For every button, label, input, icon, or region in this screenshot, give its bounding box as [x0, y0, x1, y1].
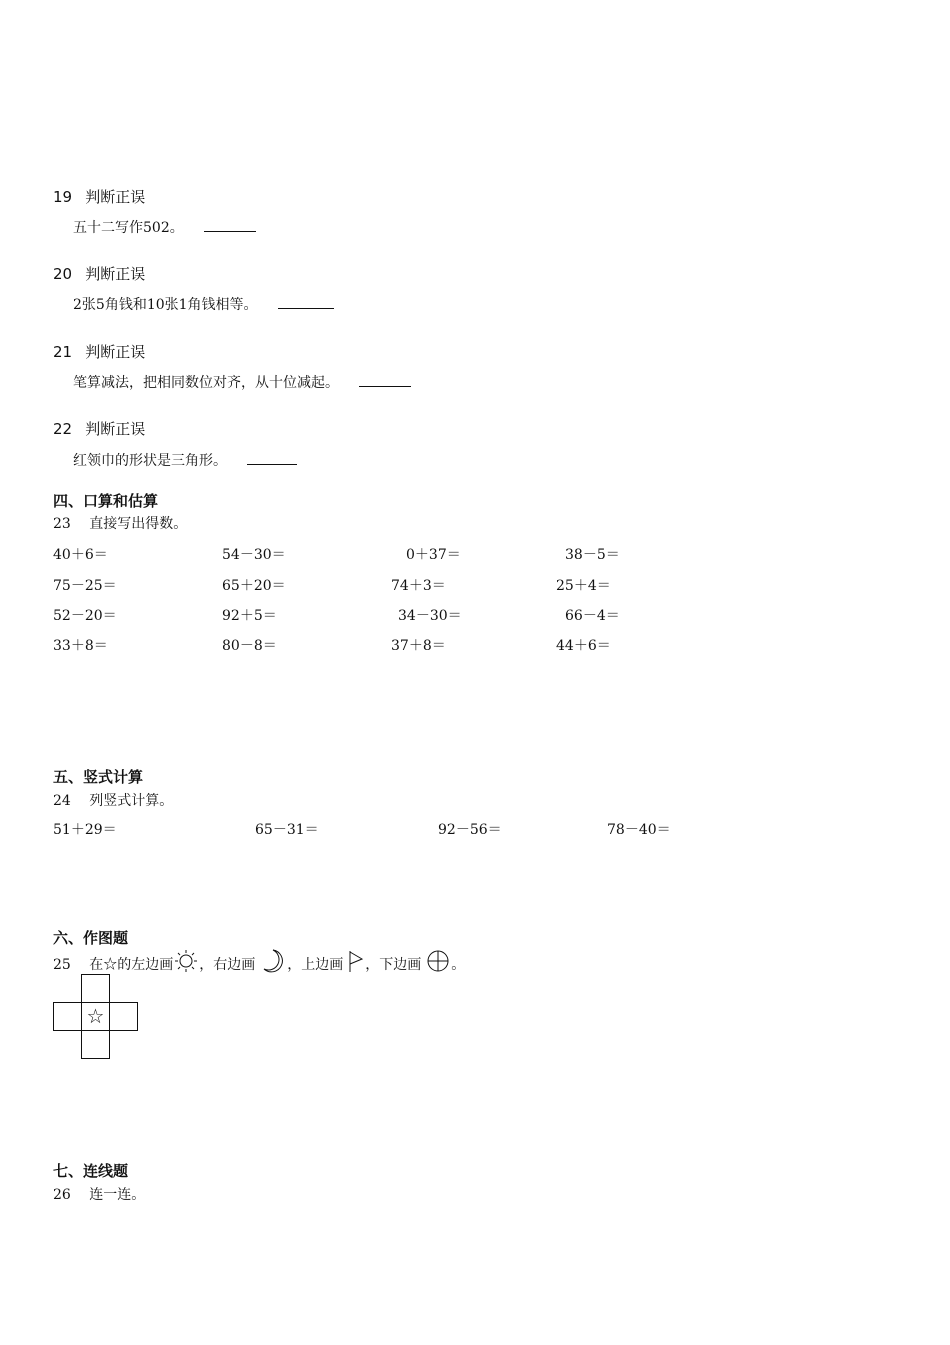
expr-r1c3: 0＋37＝: [406, 547, 461, 563]
statement-text: 笔算减法，把相同数位对齐，从十位减起。: [73, 375, 339, 391]
task-text-part2: ，右边画: [199, 957, 256, 973]
statement-21: [73, 370, 411, 392]
section-title-drawing: 六、作图题: [53, 929, 129, 947]
expr-r3c2: 92＋5＝: [222, 608, 277, 624]
grid-cell-center: [81, 1002, 110, 1031]
statement-22: [73, 448, 297, 470]
question-label: 判断正误: [85, 188, 146, 206]
question-number: 19: [53, 188, 73, 206]
question-number: 22: [53, 420, 73, 438]
task-text-part4: ，下边画: [365, 957, 422, 973]
question-label: 判断正误: [85, 265, 146, 283]
grid-cell-bottom[interactable]: [81, 1030, 110, 1059]
grid-cell-left[interactable]: [53, 1002, 82, 1031]
statement-text: 五十二写作502。: [73, 220, 184, 236]
statement-20: [73, 292, 334, 314]
flag-icon: [347, 949, 365, 981]
expr-r2c4: 25＋4＝: [556, 578, 611, 594]
question-number: 21: [53, 343, 73, 361]
section-title-mental-math: 四、口算和估算: [53, 492, 159, 510]
task-26: [53, 1184, 145, 1204]
expr-r4c2: 80－8＝: [222, 638, 277, 654]
task-25: [53, 948, 465, 982]
grid-cell-top[interactable]: [81, 974, 110, 1003]
question-22: [53, 418, 145, 439]
question-number: 20: [53, 265, 73, 283]
expr-r2c1: 75－25＝: [53, 578, 117, 594]
expr-r3c3: 34－30＝: [398, 608, 462, 624]
expr-r4c4: 44＋6＝: [556, 638, 611, 654]
expr-r2c2: 65＋20＝: [222, 578, 286, 594]
expr-r1c2: 54－30＝: [222, 547, 286, 563]
task-number: 23: [53, 516, 71, 532]
answer-blank[interactable]: [359, 370, 411, 387]
statement-text: 2张5角钱和10张1角钱相等。: [73, 297, 258, 313]
question-21: [53, 341, 145, 362]
statement-text: 红领巾的形状是三角形。: [73, 453, 227, 469]
circle-cross-icon: [425, 948, 451, 982]
question-20: [53, 263, 145, 284]
task-number: 25: [53, 957, 71, 973]
expr-r4c1: 33＋8＝: [53, 638, 108, 654]
question-19: [53, 186, 145, 207]
vexpr-4: 78－40＝: [607, 822, 671, 838]
answer-blank[interactable]: [247, 448, 297, 465]
expr-r2c3: 74＋3＝: [391, 578, 446, 594]
statement-19: [73, 215, 256, 237]
expr-r3c4: 66－4＝: [565, 608, 620, 624]
task-text: 连一连。: [89, 1187, 146, 1203]
vexpr-2: 65－31＝: [255, 822, 319, 838]
section-title-matching: 七、连线题: [53, 1162, 129, 1180]
moon-icon: [261, 948, 287, 982]
task-text-part3: ，上边画: [287, 957, 344, 973]
answer-blank[interactable]: [204, 215, 256, 232]
question-label: 判断正误: [85, 343, 146, 361]
task-text: 列竖式计算。: [89, 793, 174, 809]
task-number: 24: [53, 793, 71, 809]
expr-r1c1: 40＋6＝: [53, 547, 108, 563]
answer-blank[interactable]: [278, 292, 334, 309]
task-24: [53, 790, 173, 810]
sun-icon: [173, 949, 199, 981]
task-number: 26: [53, 1187, 71, 1203]
section-title-vertical-calc: 五、竖式计算: [53, 768, 144, 786]
vexpr-3: 92－56＝: [438, 822, 502, 838]
star-icon: ☆: [86, 1004, 105, 1028]
grid-cell-right[interactable]: [109, 1002, 138, 1031]
expr-r3c1: 52－20＝: [53, 608, 117, 624]
task-text-part1: 在☆的左边画: [89, 957, 174, 973]
question-label: 判断正误: [85, 420, 146, 438]
task-text-part5: 。: [451, 957, 466, 973]
expr-r1c4: 38－5＝: [565, 547, 620, 563]
vexpr-1: 51＋29＝: [53, 822, 117, 838]
task-23: [53, 513, 187, 533]
expr-r4c3: 37＋8＝: [391, 638, 446, 654]
task-text: 直接写出得数。: [89, 516, 188, 532]
